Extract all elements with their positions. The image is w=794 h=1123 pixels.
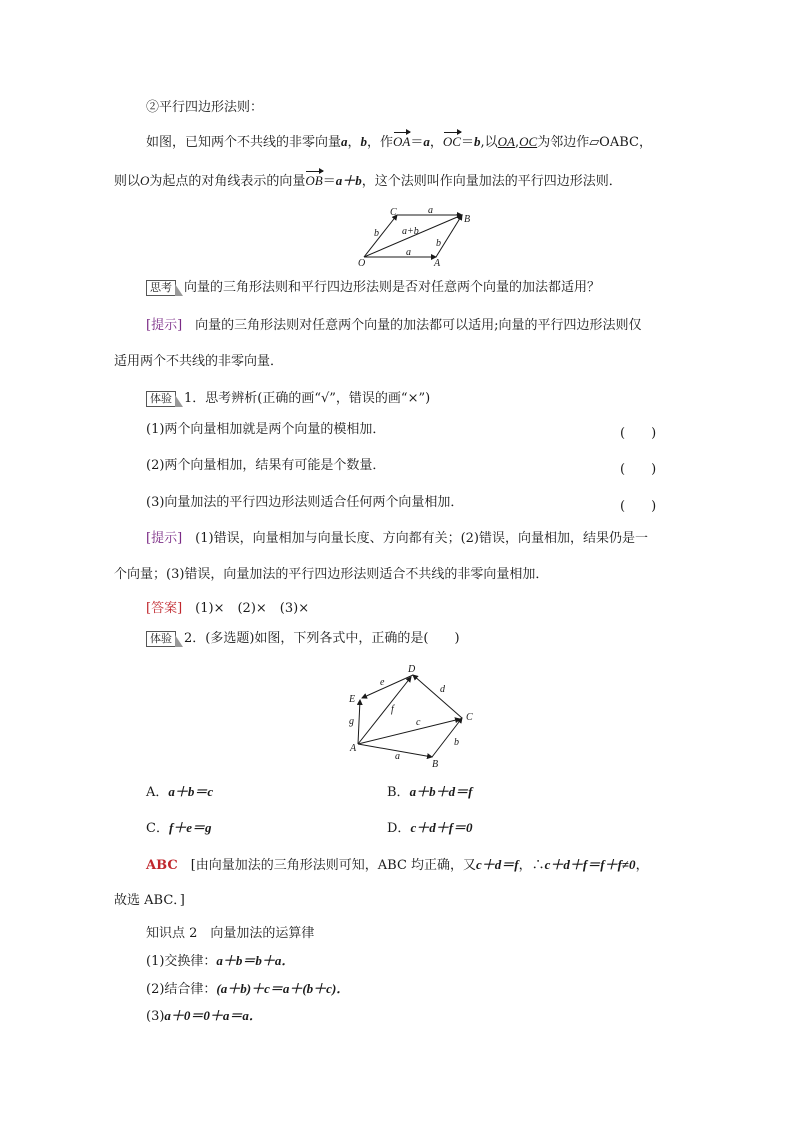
- think-text: 向量的三角形法则和平行四边形法则是否对任意两个向量的加法都适用？: [184, 280, 601, 295]
- label-a: a: [395, 751, 400, 762]
- label-d: d: [440, 684, 445, 695]
- label-A: A: [350, 743, 357, 754]
- law-label: (3): [146, 1009, 165, 1024]
- think-line: [146, 279, 600, 297]
- vector-sum: a＋b: [335, 173, 362, 188]
- answer-tag: [答案]: [146, 601, 183, 616]
- label-c: c: [416, 717, 421, 728]
- answer-blank-3: ( ): [620, 499, 657, 514]
- parallelogram-figure: [350, 202, 480, 268]
- law-label: (1)交换律：: [146, 954, 217, 969]
- answer-expr: c＋d＋f＝f＋f≠0: [544, 857, 636, 872]
- option-A: [146, 783, 213, 802]
- exp1-title-text: 1．思考辨析(正确的画“√”，错误的画“×”): [184, 391, 431, 406]
- text: ,: [514, 135, 520, 150]
- label-b-right: b: [436, 238, 441, 249]
- label-e: e: [380, 677, 385, 688]
- vector-OC: OC: [442, 134, 461, 149]
- segment-OC: OC: [519, 134, 538, 149]
- answer2-line-1: [146, 856, 649, 875]
- answer-blank-1: ( ): [620, 426, 657, 441]
- label-a-top: a: [428, 205, 433, 216]
- label-C: C: [390, 207, 397, 218]
- option-B-prefix: B．: [387, 785, 410, 800]
- answer2-line-2: 故选 ABC．]: [114, 893, 185, 908]
- law-zero: [146, 1007, 262, 1026]
- text: ，这个法则叫作向量加法的平行四边形法则．: [361, 174, 622, 189]
- text: ,以: [480, 135, 498, 150]
- option-C-expr: f＋e＝g: [168, 820, 212, 835]
- answer-text: ，: [635, 858, 649, 873]
- hint-text: (1)错误，向量相加与向量长度、方向都有关；(2)错误，向量相加，结果仍是一: [195, 531, 649, 546]
- point-O: O: [140, 173, 150, 188]
- vector-a: a: [341, 134, 348, 149]
- label-O: O: [358, 258, 366, 268]
- answer-expr: c＋d＝f: [476, 857, 519, 872]
- answer-text: [由向量加法的三角形法则可知，ABC 均正确，又: [190, 858, 477, 873]
- option-C: [146, 819, 212, 838]
- exp2-title-text: 2．(多选题)如图，下列各式中，正确的是( ): [184, 631, 460, 646]
- knowledge-point-title: 知识点 2 向量加法的运算律: [146, 926, 315, 941]
- segment-OA: OA: [497, 134, 515, 149]
- exp1-title: [146, 390, 430, 408]
- label-B: B: [464, 214, 471, 225]
- text: ，作: [367, 135, 394, 150]
- vector-b: b: [474, 134, 481, 149]
- answer-blank-2: ( ): [620, 462, 657, 477]
- option-B: [387, 783, 472, 802]
- option-B-expr: a＋b＋d＝f: [409, 784, 473, 799]
- label-b: b: [454, 737, 459, 748]
- vector-OB: OB: [305, 173, 323, 188]
- exp2-title: [146, 630, 460, 648]
- hint-tag: [提示]: [146, 531, 183, 546]
- label-g: g: [349, 716, 354, 727]
- exp1-item-3: (3)向量加法的平行四边形法则适合任何两个向量相加．: [146, 495, 464, 510]
- text: ，: [347, 135, 361, 150]
- think-tag: 思考: [146, 280, 176, 296]
- law-label: (2)结合律：: [146, 982, 217, 997]
- option-A-expr: a＋b＝c: [168, 784, 214, 799]
- vector-OA: OA: [393, 134, 411, 149]
- hint-text: 向量的三角形法则对任意两个向量的加法都可以适用;向量的平行四边形法则仅: [195, 318, 642, 333]
- label-A: A: [434, 258, 441, 268]
- law-commutative: [146, 952, 294, 971]
- section-title: ②平行四边形法则：: [146, 100, 264, 115]
- equals: ＝: [460, 135, 474, 150]
- hint2-line-2: 个向量；(3)错误，向量加法的平行四边形法则适合不共线的非零向量相加．: [114, 567, 549, 582]
- law-associative: [146, 980, 349, 999]
- text: ，: [429, 135, 443, 150]
- option-C-prefix: C．: [146, 821, 169, 836]
- paragraph-line-2: [114, 172, 622, 191]
- hint-tag: [提示]: [146, 318, 183, 333]
- text: 为邻边作▱OABC，: [537, 135, 652, 150]
- hint1-line-1: [146, 317, 642, 335]
- exp1-item-2: (2)两个向量相加，结果有可能是个数量．: [146, 458, 386, 473]
- law-expr: a＋0＝0＋a＝a．: [164, 1008, 262, 1023]
- text: 则以: [114, 174, 141, 189]
- text: 为起点的对角线表示的向量: [149, 174, 306, 189]
- option-D-prefix: D．: [387, 821, 411, 836]
- hint1-line-2: 适用两个不共线的非零向量．: [114, 354, 284, 369]
- law-expr: a＋b＝b＋a．: [216, 953, 295, 968]
- label-E: E: [349, 694, 356, 705]
- exp-tag: 体验: [146, 391, 176, 407]
- label-a-plus-b: a+b: [402, 226, 419, 237]
- exp-tag: 体验: [146, 631, 176, 647]
- answer-text: ，∴: [518, 858, 545, 873]
- label-f: f: [391, 704, 394, 715]
- label-D: D: [408, 664, 416, 675]
- option-D-expr: c＋d＋f＝0: [410, 820, 473, 835]
- paragraph-line-1: [146, 133, 652, 152]
- hint2-line-1: [146, 530, 648, 548]
- label-a-bottom: a: [406, 247, 411, 258]
- vector-a: a: [423, 134, 430, 149]
- option-D: [387, 819, 473, 838]
- answer-text: (1)× (2)× (3)×: [195, 601, 310, 616]
- label-C: C: [466, 712, 473, 723]
- polygon-figure: [340, 662, 480, 770]
- vector-b: b: [360, 134, 368, 149]
- label-b-left: b: [374, 228, 379, 239]
- answer-key: ABC: [146, 858, 178, 873]
- equals: ＝: [322, 174, 336, 189]
- text: 如图，已知两个不共线的非零向量: [146, 135, 342, 150]
- label-B: B: [432, 759, 439, 770]
- exp1-item-1: (1)两个向量相加就是两个向量的模相加．: [146, 422, 386, 437]
- law-expr: (a＋b)＋c＝a＋(b＋c)．: [216, 981, 350, 996]
- option-A-prefix: A．: [146, 785, 169, 800]
- equals: ＝: [410, 135, 424, 150]
- answer1-line: [146, 600, 309, 618]
